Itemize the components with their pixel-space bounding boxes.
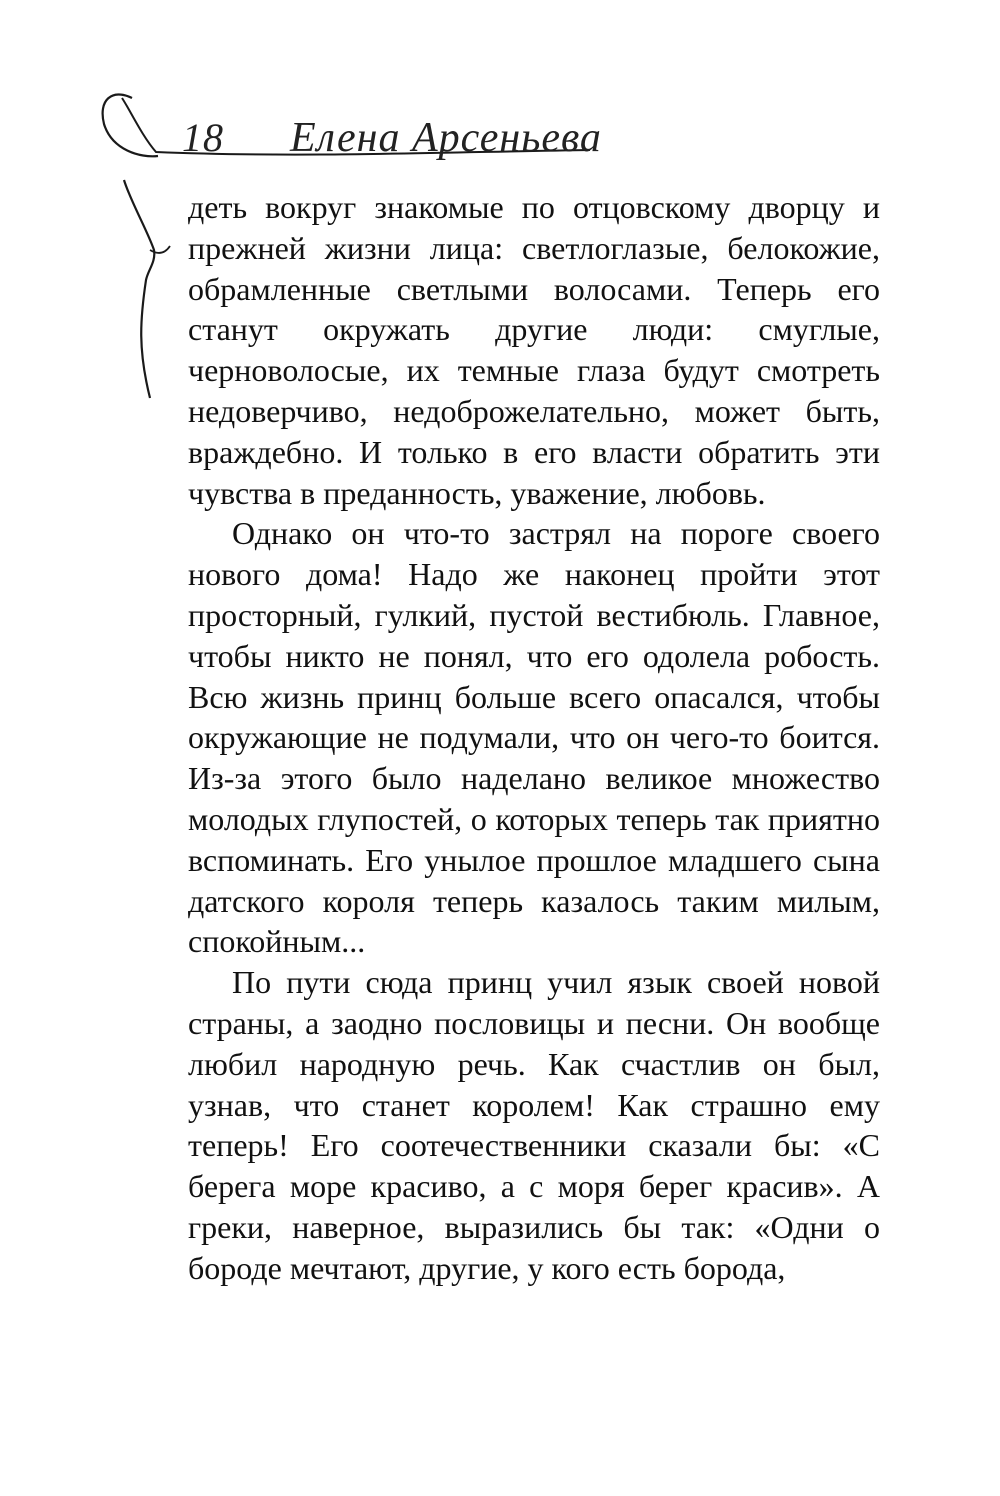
paragraph-1: деть вокруг знакомые по отцовскому дворцу и прежней жизни лица: светлоглазые, белокожие, обрамленные светлыми волосами. Теперь его станут окружать другие люди: смуглые, черноволосые, их темные глаза будут смотреть недоверчиво, недоброжелательно, может быть, враждебно. И только в его власти обратить эти чувства в преданность, уважение, любовь. bbox=[188, 189, 880, 511]
body-text bbox=[188, 187, 880, 1289]
page-number: 18 bbox=[182, 115, 224, 160]
flourish-vertical-stroke bbox=[124, 180, 154, 398]
paragraph-3: По пути сюда принц учил язык своей новой страны, а заодно пословицы и песни. Он вообще любил народную речь. Как счастлив он был, узнав, что станет королем! Как страшно ему теперь! Его соотечественники сказали бы: «С берега море красиво, а с моря берег красив». А греки, наверное, выразились бы так: «Одни о бороде мечтают, другие, у кого есть борода, bbox=[188, 964, 880, 1286]
flourish-small-curl bbox=[150, 246, 170, 253]
flourish-top-hook bbox=[103, 94, 158, 156]
paragraph-2: Однако он что-то застрял на пороге своего нового дома! Надо же наконец пройти этот просторный, гулкий, пустой вестибюль. Главное, чтобы никто не понял, что его одолела робость. Всю жизнь принц больше всего опасался, чтобы окружающие не подумали, что он чего-то боится. Из-за этого было наделано великое множество молодых глупостей, о которых теперь так приятно вспоминать. Его унылое прошлое младшего сына датского короля теперь казалось таким милым, спокойным... bbox=[188, 515, 880, 960]
running-head-author: Елена Арсеньева bbox=[290, 115, 602, 161]
